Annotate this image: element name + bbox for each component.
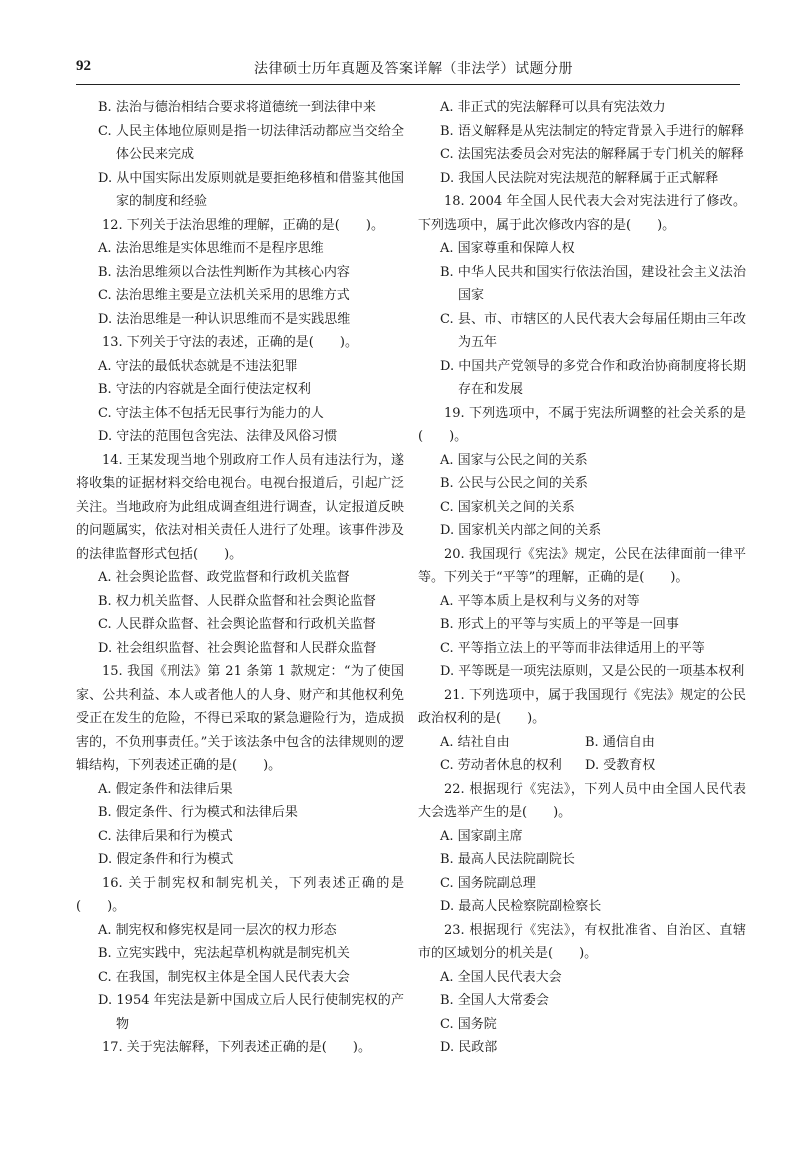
option: D. 假定条件和行为模式	[98, 852, 234, 867]
option: C. 法律后果和行为模式	[98, 828, 233, 844]
option: A. 守法的最低状态就是不违法犯罪	[98, 358, 298, 374]
question-stem: 16. 关于制宪权和制宪机关，下列表述正确的是( )。	[76, 875, 404, 914]
option: A. 制宪权和修宪权是同一层次的权力形态	[98, 922, 337, 938]
option: A. 假定条件和法律后果	[98, 781, 233, 797]
option: D. 最高人民检察院副检察长	[440, 899, 602, 914]
option: C. 守法主体不包括无民事行为能力的人	[98, 405, 324, 421]
option: D. 从中国实际出发原则就是要拒绝移植和借鉴其他国家的制度和经验	[98, 170, 404, 209]
option: A. 法治思维是实体思维而不是程序思维	[98, 241, 324, 256]
question-stem: 15. 我国《刑法》第 21 条第 1 款规定：“为了使国家、公共利益、本人或者他人的人身、财产和其他权利免受正在发生的危险，不得已采取的紧急避险行为，造成损害的，不负刑事责任。”关于该法条中包含的法律规则的逻辑结构，下列表述正确的是( )。	[76, 664, 404, 773]
option: B. 守法的内容就是全面行使法定权利	[98, 382, 311, 397]
option: A. 国家与公民之间的关系	[440, 452, 588, 468]
option: C. 国务院	[440, 1016, 497, 1032]
option: C. 劳动者休息的权利	[440, 758, 562, 773]
option: A. 全国人民代表大会	[440, 969, 562, 985]
option: D. 守法的范围包含宪法、法律及风俗习惯	[98, 429, 338, 444]
question-stem: 14. 王某发现当地个别政府工作人员有违法行为，遂将收集的证据材料交给电视台。电视台报道后，引起广泛关注。当地政府为此组成调查组进行调查，认定报道反映的问题属实，依法对相关责任人进行了处理。该事件涉及的法律监督形式包括( )。	[76, 452, 404, 562]
option: B. 公民与公民之间的关系	[440, 476, 588, 491]
option: B. 法治与德治相结合要求将道德统一到法律中来	[98, 100, 376, 115]
option: B. 立宪实践中，宪法起草机构就是制宪机关	[98, 946, 350, 961]
question-stem: 19. 下列选项中，不属于宪法所调整的社会关系的是( )。	[418, 405, 746, 444]
option: C. 法治思维主要是立法机关采用的思维方式	[98, 288, 350, 303]
option: D. 1954 年宪法是新中国成立后人民行使制宪权的产物	[98, 993, 404, 1032]
option: A. 国家副主席	[440, 828, 523, 844]
question-stem: 21. 下列选项中，属于我国现行《宪法》规定的公民政治权利的是( )。	[418, 687, 746, 726]
question-stem: 20. 我国现行《宪法》规定，公民在法律面前一律平等。下列关于“平等”的理解，正确的是( )。	[418, 546, 746, 585]
question-stem: 12. 下列关于法治思维的理解，正确的是( )。	[102, 217, 384, 233]
right-column	[418, 96, 746, 1060]
option: A. 非正式的宪法解释可以具有宪法效力	[440, 100, 666, 115]
page-header	[76, 58, 740, 84]
option: C. 国家机关之间的关系	[440, 499, 575, 515]
header-rule	[76, 84, 740, 85]
left-column	[76, 96, 404, 1060]
question-stem: 22. 根据现行《宪法》，下列人员中由全国人民代表大会选举产生的是( )。	[418, 781, 746, 820]
option: B. 权力机关监督、人民群众监督和社会舆论监督	[98, 593, 376, 609]
option: B. 中华人民共和国实行依法治国，建设社会主义法治国家	[440, 264, 746, 303]
option: B. 全国人大常委会	[440, 993, 549, 1008]
option: D. 国家机关内部之间的关系	[440, 523, 602, 538]
option: B. 语义解释是从宪法制定的特定背景入手进行的解释	[440, 123, 744, 139]
option-row	[418, 731, 746, 755]
option: B. 形式上的平等与实质上的平等是一回事	[440, 617, 679, 632]
option: D. 中国共产党领导的多党合作和政治协商制度将长期存在和发展	[440, 358, 746, 397]
option: A. 平等本质上是权利与义务的对等	[440, 593, 640, 609]
option: C. 县、市、市辖区的人民代表大会每届任期由三年改为五年	[440, 311, 746, 350]
option: D. 民政部	[440, 1040, 498, 1055]
question-stem: 18. 2004 年全国人民代表大会对宪法进行了修改。下列选项中，属于此次修改内容的是( )。	[418, 194, 746, 233]
option: D. 受教育权	[585, 758, 656, 773]
option: D. 法治思维是一种认识思维而不是实践思维	[98, 311, 351, 327]
option-row	[418, 754, 746, 778]
option: C. 国务院副总理	[440, 875, 536, 891]
option: D. 社会组织监督、社会舆论监督和人民群众监督	[98, 640, 377, 656]
option: D. 平等既是一项宪法原则，又是公民的一项基本权利	[440, 664, 745, 679]
option: A. 国家尊重和保障人权	[440, 241, 575, 256]
page-number: 92	[76, 58, 91, 74]
question-stem: 23. 根据现行《宪法》，有权批准省、自治区、直辖市的区域划分的机关是( )。	[418, 922, 746, 961]
option: C. 人民群众监督、社会舆论监督和行政机关监督	[98, 617, 376, 632]
option: C. 平等指立法上的平等而非法律适用上的平等	[440, 640, 705, 656]
option: B. 通信自由	[585, 734, 655, 750]
option: B. 最高人民法院副院长	[440, 852, 575, 867]
option: D. 我国人民法院对宪法规范的解释属于正式解释	[440, 170, 719, 186]
option: C. 法国宪法委员会对宪法的解释属于专门机关的解释	[440, 147, 744, 162]
book-title: 法律硕士历年真题及答案详解（非法学）试题分册	[254, 61, 573, 77]
option: B. 法治思维须以合法性判断作为其核心内容	[98, 264, 350, 280]
question-stem: 17. 关于宪法解释，下列表述正确的是( )。	[102, 1040, 371, 1055]
option: C. 人民主体地位原则是指一切法律活动都应当交给全体公民来完成	[98, 123, 404, 162]
option: B. 假定条件、行为模式和法律后果	[98, 805, 298, 820]
question-stem: 13. 下列关于守法的表述，正确的是( )。	[102, 335, 358, 350]
option: A. 结社自由	[440, 734, 510, 750]
option: A. 社会舆论监督、政党监督和行政机关监督	[98, 570, 350, 585]
option: C. 在我国，制宪权主体是全国人民代表大会	[98, 969, 350, 985]
